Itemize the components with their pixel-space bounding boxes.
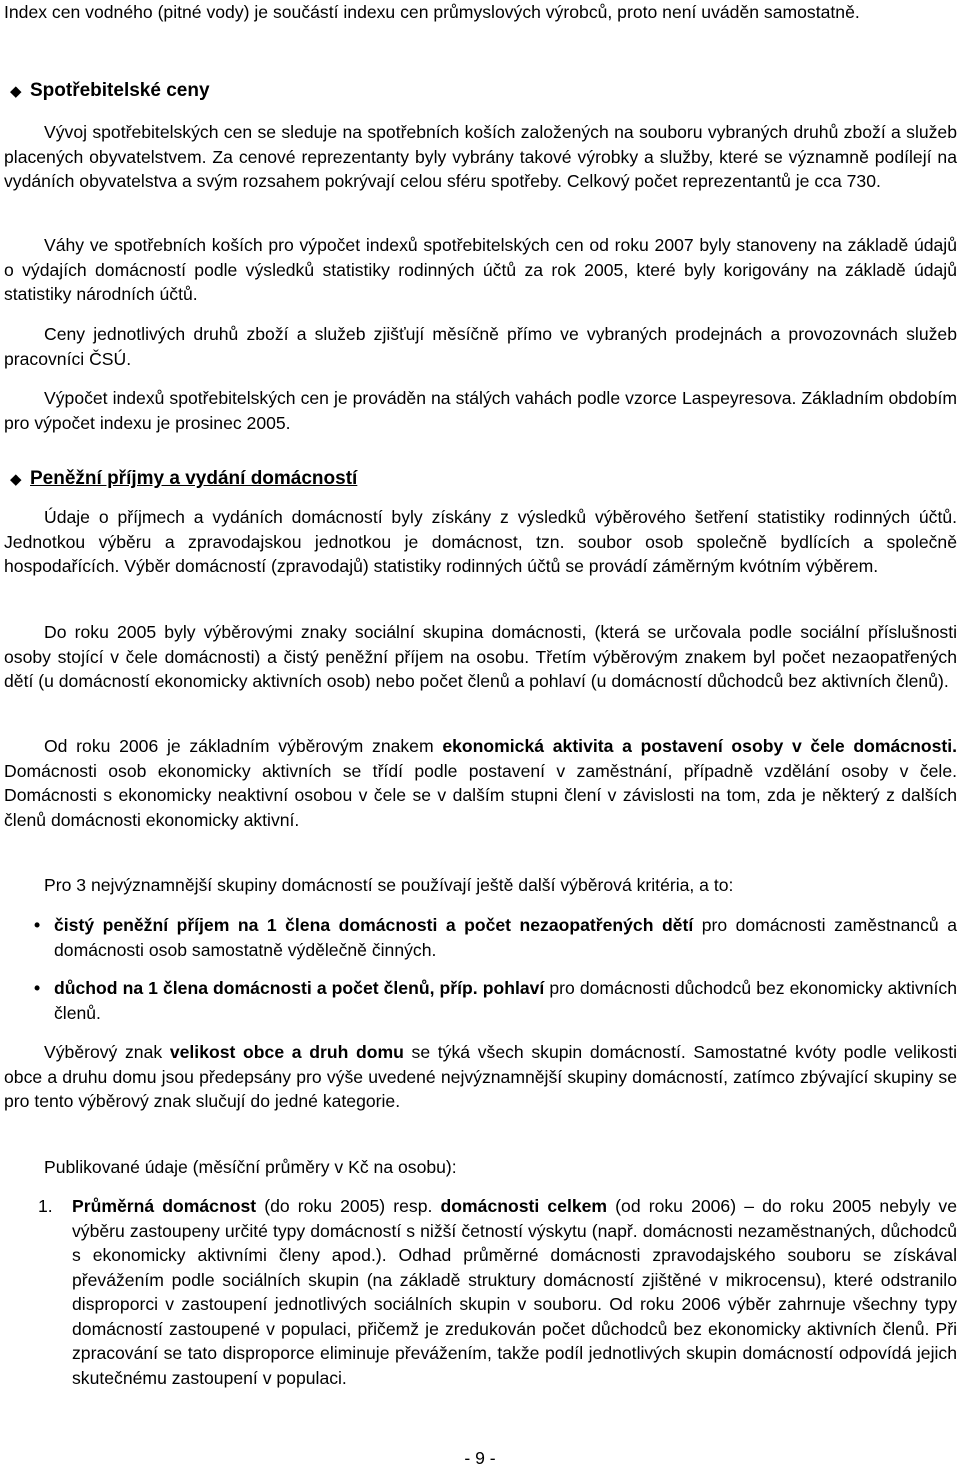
diamond-bullet-icon: ◆	[10, 83, 22, 100]
diamond-bullet-icon: ◆	[10, 471, 22, 488]
paragraph: Publikované údaje (měsíční průměry v Kč na osobu):	[44, 1157, 457, 1177]
paragraph: Do roku 2005 byly výběrovými znaky sociální skupina domácnosti, (která se určovala podle sociální příslušnosti osoby stojící v čele domácnosti) a čistý peněžní příjem na osobu. Třetím výběrovým znakem byl počet nezaopatřených dětí (u domácností ekonomicky aktivních osob) nebo počet členů a pohlaví (u domácností důchodců bez aktivních členů).	[4, 622, 957, 691]
bullet-icon: •	[34, 915, 41, 935]
list-item: • důchod na 1 člena domácnosti a počet členů, příp. pohlaví pro domácnosti důchodců bez ekonomicky aktivních členů.	[34, 978, 958, 1023]
paragraph: Údaje o příjmech a vydáních domácností byly získány z výsledků výběrového šetření statistiky rodinných účtů. Jednotkou výběru a zpravodajskou jednotkou je domácnost, tzn. soubor osob společně bydlících a společně hospodařících. Výběr domácností (zpravodajů) statistiky rodinných účtů se provádí záměrným kvótním výběrem.	[4, 507, 957, 576]
paragraph: Od roku 2006 je základním výběrovým znakem ekonomická aktivita a postavení osoby v čele domácnosti. Domácnosti osob ekonomicky aktivních se třídí podle postavení v zaměstnání, případně vzdělání osoby v čele. Domácnosti s ekonomicky neaktivní osobou v čele se v dalším stupni člení v závislosti na tom, zda je některý z dalších členů domácnosti ekonomicky aktivní.	[4, 736, 958, 830]
numbered-list-item: 1. Průměrná domácnost (do roku 2005) resp. domácnosti celkem (od roku 2006) – do roku 2005 nebyly ve výběru zastoupeny určité typy domácností s nižší četností výskytu (např. domácnosti nezaměstnaných, důchodců s ekonomicky aktivními členy apod.). Odhad průměrné domácnosti zpravodajského souboru se získával převážením podle sociálních skupin (na základě struktury domácností zjištěné v mikrocensu), které odstranilo disproporci v zastoupení jednotlivých sociálních skupin v souboru. Od roku 2006 výběr zahrnuje všechny typy domácností zastoupené v populaci, přičemž je zredukován počet důchodců bez ekonomicky aktivních členů. Při zpracování se tato disproporce eliminuje převážením, takže podíl jednotlivých skupin domácností odpovídá jejich skutečnému zastoupení v populaci.	[38, 1196, 957, 1388]
paragraph: Pro 3 nejvýznamnější skupiny domácností se používají ještě další výběrová kritéria, a to:	[44, 875, 734, 895]
page-number: - 9 -	[464, 1448, 496, 1468]
list-number: 1.	[38, 1196, 53, 1216]
paragraph: Ceny jednotlivých druhů zboží a služeb zjišťují měsíčně přímo ve vybraných prodejnách a provozovnách služeb pracovníci ČSÚ.	[4, 324, 957, 369]
list-item: • čistý peněžní příjem na 1 člena domácnosti a počet nezaopatřených dětí pro domácnosti zaměstnanců a domácnosti osob samostatně výdělečně činných.	[34, 915, 957, 960]
heading-text: Spotřebitelské ceny	[30, 80, 210, 101]
heading-text: Peněžní příjmy a vydání domácností	[30, 468, 358, 489]
paragraph: Výpočet indexů spotřebitelských cen je prováděn na stálých vahách podle vzorce Laspeyresova. Základním obdobím pro výpočet indexu je prosinec 2005.	[4, 388, 957, 433]
section-heading-consumer-prices	[10, 79, 910, 104]
section-heading-household-income	[10, 467, 910, 492]
bullet-icon: •	[34, 978, 41, 998]
paragraph: Výběrový znak velikost obce a druh domu se týká všech skupin domácností. Samostatné kvóty podle velikosti obce a druhu domu jsou předepsány pro výše uvedené nejvýznamnější skupiny domácností, zatímco zbývající skupiny se pro tento výběrový znak slučují do jedné kategorie.	[4, 1042, 957, 1111]
paragraph: Vývoj spotřebitelských cen se sleduje na spotřebních koších založených na souboru vybraných druhů zboží a služeb placených obyvatelstvem. Za cenové reprezentanty byly vybrány takové výrobky a služby, které se významně podílejí na vydáních obyvatelstva a svým rozsahem pokrývají celou sféru spotřeby. Celkový počet reprezentantů je cca 730.	[4, 122, 957, 191]
intro-paragraph: Index cen vodného (pitné vody) je součástí indexu cen průmyslových výrobců, proto není uváděn samostatně.	[4, 2, 860, 22]
paragraph: Váhy ve spotřebních koších pro výpočet indexů spotřebitelských cen od roku 2007 byly stanoveny na základě údajů o výdajích domácností podle výsledků statistiky rodinných účtů za rok 2005, které byly korigovány na základě údajů statistiky národních účtů.	[4, 235, 957, 304]
